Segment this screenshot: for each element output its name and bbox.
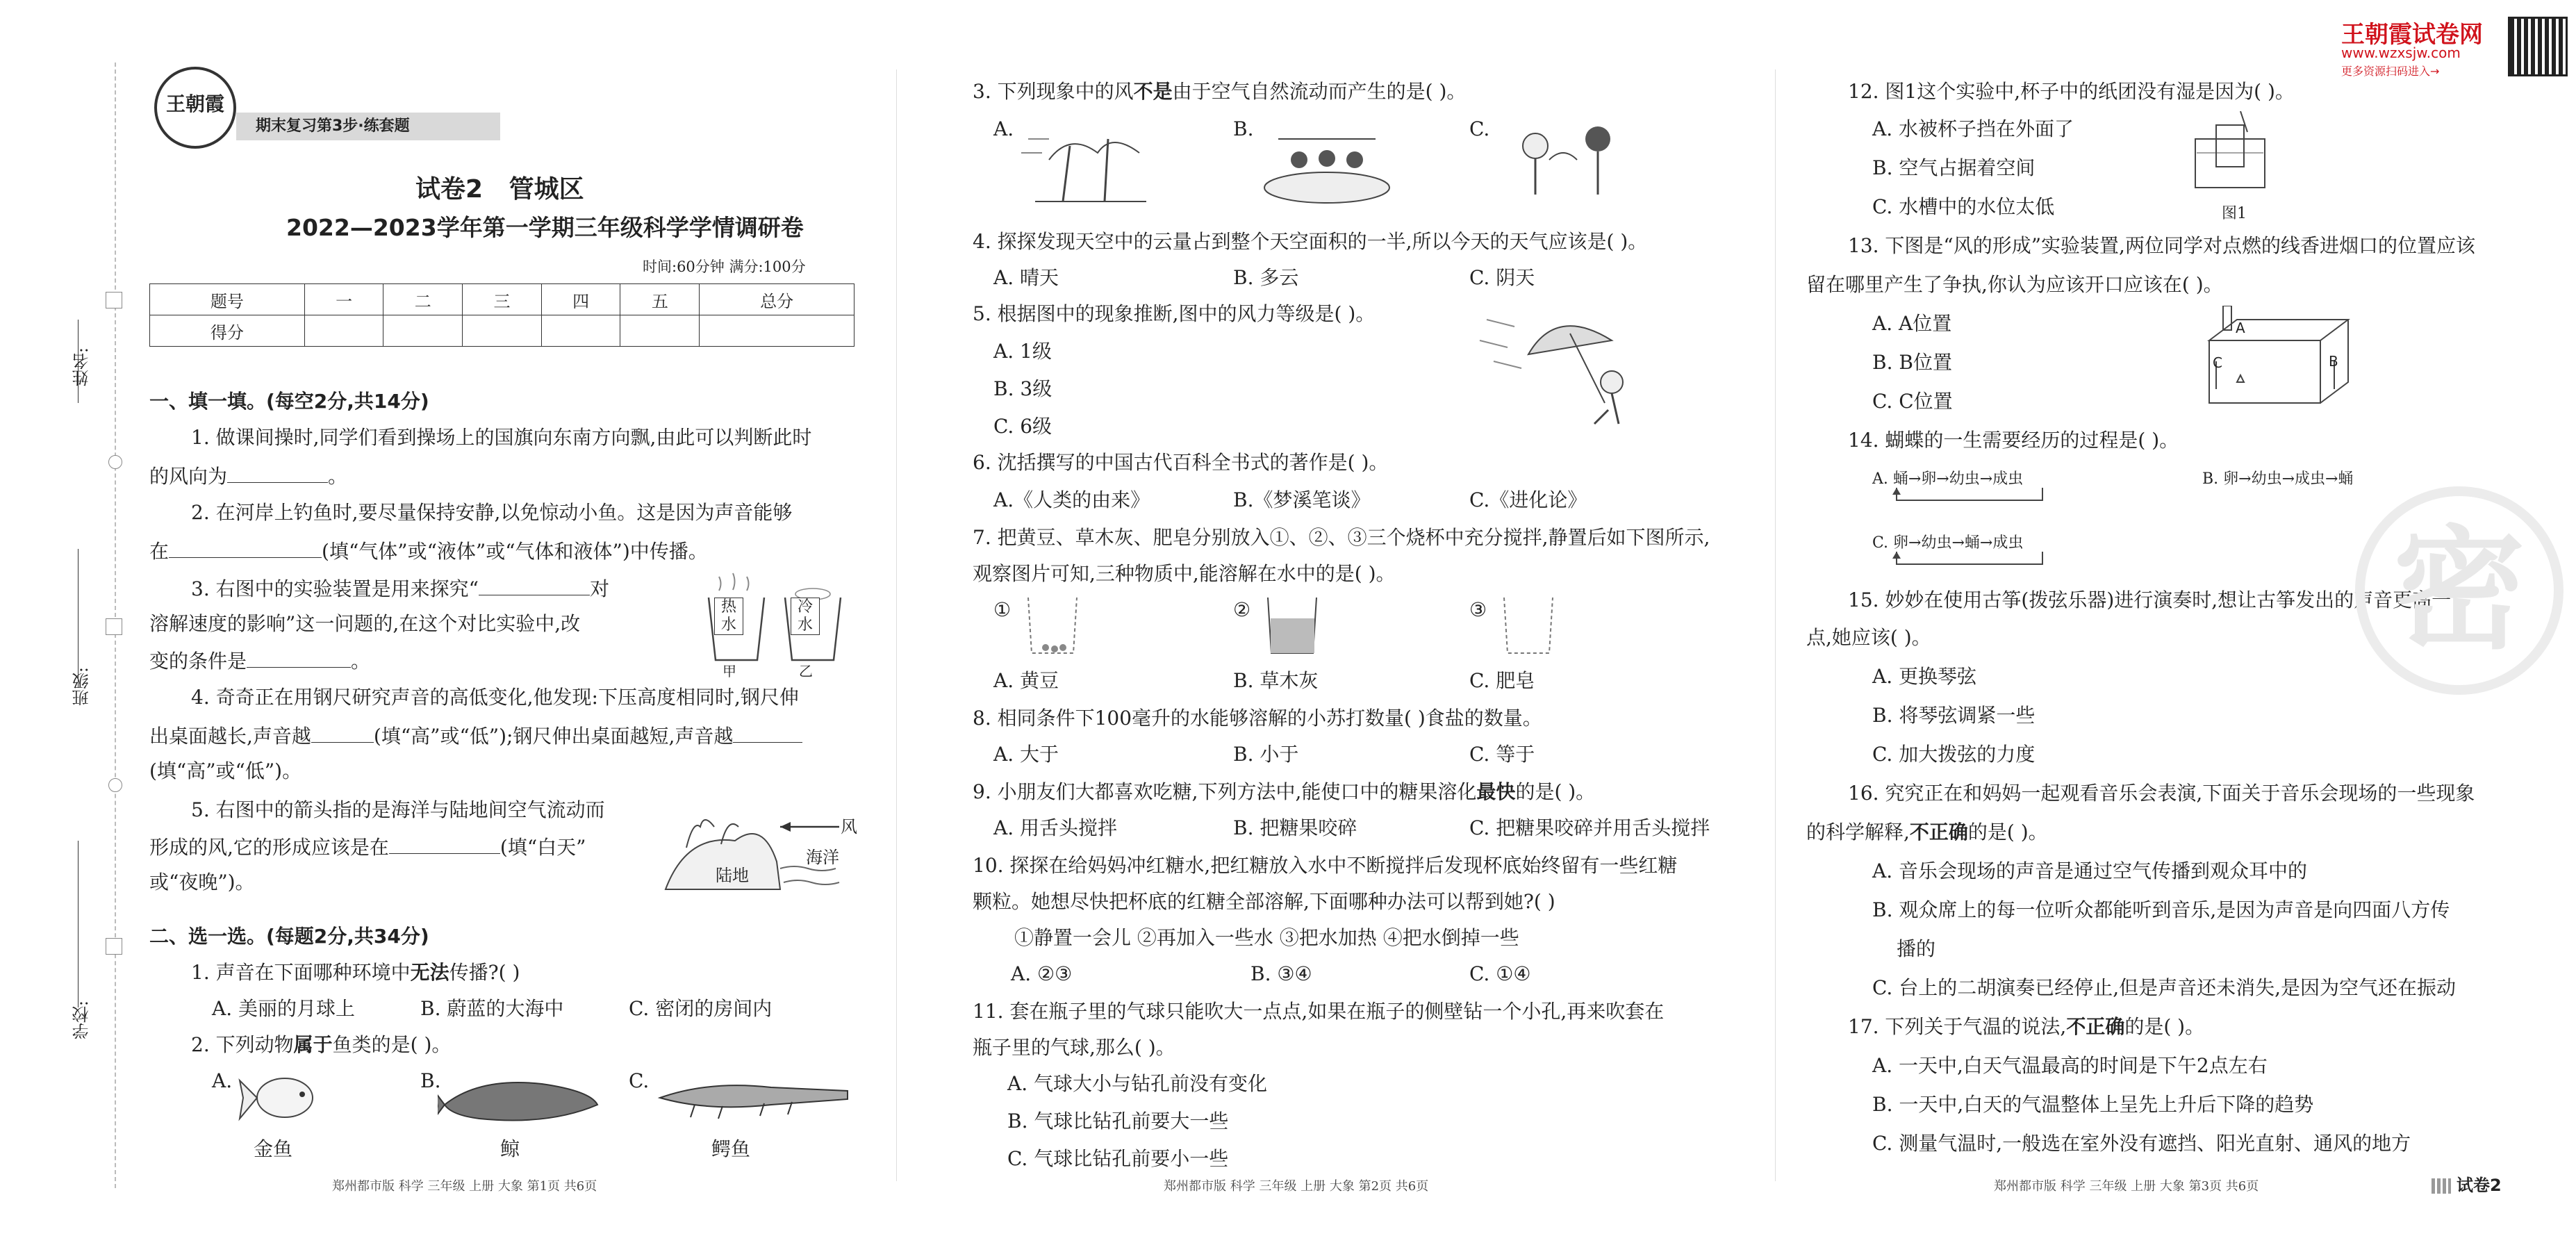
- score-input[interactable]: [383, 315, 463, 347]
- goldfish-illustration: [236, 1063, 333, 1133]
- qr-code-icon[interactable]: [2508, 17, 2568, 76]
- whale-illustration: [438, 1063, 604, 1133]
- s1-q3-pre: 3. 右图中的实验装置是用来探究“: [191, 577, 479, 600]
- beaker-soybeans-icon: [1021, 591, 1084, 660]
- time-score: 时间:60分钟 满分:100分: [643, 258, 806, 275]
- c3-q16-option-c[interactable]: C. 台上的二胡演奏已经停止,但是声音还未消失,是因为空气还在振动: [1872, 976, 2457, 999]
- stage-banner-text: 期末复习第3步·练套题: [256, 117, 410, 135]
- binding-mark-3: [106, 938, 122, 955]
- score-cell: 五: [620, 284, 700, 315]
- s2-q2: [191, 1031, 451, 1059]
- s1-q5-line1: 5. 右图中的箭头指的是海洋与陆地间空气流动而: [191, 798, 605, 821]
- s1-q4-blank1[interactable]: [311, 721, 374, 743]
- s1-q5-line2: [149, 832, 586, 862]
- column-divider-1: [896, 69, 897, 1181]
- c3-q17-post: 的是( )。: [2124, 1015, 2205, 1038]
- s2-q1-option-c[interactable]: C. 密闭的房间内: [629, 997, 773, 1020]
- s2-q2-bold: 属于: [293, 1033, 333, 1056]
- c3-q17-pre: 17. 下列关于气温的说法,: [1848, 1015, 2067, 1038]
- fanning-children-illustration: [1494, 118, 1633, 208]
- c2-q7-option-a[interactable]: A. 黄豆: [993, 669, 1059, 692]
- c2-q6-option-a[interactable]: A.《人类的由来》: [993, 488, 1150, 511]
- score-table-header-row: [150, 284, 854, 315]
- s1-q3c-post: 。: [351, 650, 371, 673]
- c2-q4-option-a[interactable]: A. 晴天: [993, 266, 1059, 289]
- c2-q7-option-b[interactable]: B. 草木灰: [1233, 669, 1319, 692]
- c2-q6: 6. 沈括撰写的中国古代百科全书式的著作是( )。: [973, 451, 1389, 474]
- c3-q16-pre: 的科学解释,: [1806, 821, 1910, 843]
- class-field[interactable]: [78, 549, 79, 688]
- c2-q6-option-b[interactable]: B.《梦溪笔谈》: [1233, 488, 1371, 511]
- c3-q15-line2: 点,她应该( )。: [1806, 626, 1931, 649]
- c3-q15-line1: 15. 妙妙在使用古筝(拨弦乐器)进行演奏时,想让古筝发出的声音更高一: [1848, 588, 2452, 611]
- umbrella-wind-illustration: [1473, 306, 1653, 431]
- name-field[interactable]: [78, 320, 79, 403]
- s2-q1-post: 传播?( ): [449, 961, 520, 984]
- c2-q11-option-a[interactable]: A. 气球大小与钻孔前没有变化: [1007, 1072, 1268, 1095]
- c2-q7-line1: 7. 把黄豆、草木灰、肥皂分别放入①、②、③三个烧杯中充分搅拌,静置后如下图所示,: [973, 526, 1710, 549]
- s1-q1-pre: 的风向为: [149, 465, 228, 488]
- map-land-label: 陆地: [716, 866, 749, 885]
- score-cell: 三: [463, 284, 542, 315]
- c3-q14-option-a[interactable]: A. 蛹→卵→幼虫→成虫: [1872, 470, 2024, 488]
- c2-q7-line2: 观察图片可知,三种物质中,能溶解在水中的是( )。: [973, 562, 1396, 585]
- c3-q16-option-a[interactable]: A. 音乐会现场的声音是通过空气传播到观众耳中的: [1872, 859, 2308, 882]
- exam-title: [415, 174, 584, 206]
- c2-q5-option-c[interactable]: C. 6级: [993, 415, 1052, 438]
- score-input[interactable]: [541, 315, 620, 347]
- c2-q10-line1: 10. 探探在给妈妈冲红糖水,把红糖放入水中不断搅拌后发现杯底始终留有一些红糖: [973, 854, 1678, 877]
- score-input[interactable]: [700, 315, 854, 347]
- binding-mark-1: [106, 292, 122, 308]
- s2-q2-option-b[interactable]: B.: [420, 1069, 441, 1092]
- c2-q9-option-b[interactable]: B. 把糖果咬碎: [1233, 816, 1357, 839]
- c3-q14: 14. 蝴蝶的一生需要经历的过程是( )。: [1848, 429, 2179, 452]
- c2-q3: [973, 78, 1466, 106]
- c2-q11-option-b[interactable]: B. 气球比钻孔前要大一些: [1007, 1110, 1229, 1133]
- score-input[interactable]: [304, 315, 383, 347]
- footer-tag-text: 试卷2: [2457, 1176, 2502, 1195]
- cup-hot-label: 热水: [714, 598, 743, 635]
- s1-q5-line3: 或“夜晚”)。: [149, 871, 255, 894]
- s1-q3-line2: 溶解速度的影响”这一问题的,在这个对比实验中,改: [149, 612, 581, 635]
- c2-q5: 5. 根据图中的现象推断,图中的风力等级是( )。: [973, 302, 1376, 325]
- s2-q2-post: 鱼类的是( )。: [332, 1033, 452, 1056]
- s1-q4-line2: [149, 721, 802, 750]
- c2-q4-option-c[interactable]: C. 阴天: [1469, 266, 1535, 289]
- s1-q1-blank[interactable]: [227, 461, 328, 483]
- c2-q10-items: ①静置一会儿 ②再加入一些水 ③把水加热 ④把水倒掉一些: [1014, 926, 1519, 949]
- c3-q16-bold: 不正确: [1909, 821, 1968, 843]
- score-cell: 一: [304, 284, 383, 315]
- s1-q3-blank1[interactable]: [479, 574, 590, 595]
- s1-q1-post: 。: [328, 465, 348, 488]
- beaker-ash-icon: [1261, 591, 1323, 660]
- c2-q11-line1: 11. 套在瓶子里的气球只能吹大一点点,如果在瓶子的侧壁钻一个小孔,再来吹套在: [973, 1000, 1665, 1023]
- s2-q2-option-c[interactable]: C.: [629, 1069, 650, 1092]
- s1-q5-blank[interactable]: [389, 832, 500, 854]
- exam-subtitle: 2022—2023学年第一学期三年级科学学情调研卷: [286, 214, 804, 241]
- map-sea-label: 海洋: [806, 848, 839, 867]
- s1-q1-line1: 1. 做课间操时,同学们看到操场上的国旗向东南方向飘,由此可以判断此时: [191, 426, 812, 449]
- cycle-arrow-c: [1890, 550, 2056, 571]
- c2-q7-beaker-2-mark: ②: [1233, 598, 1251, 621]
- c2-q9-pre: 9. 小朋友们大都喜欢吃糖,下列方法中,能使口中的糖果溶化: [973, 780, 1477, 803]
- s2-q2-caption-c: 鳄鱼: [711, 1137, 751, 1160]
- s1-q1-line2: [149, 461, 347, 491]
- s1-q2-post: (填“气体”或“液体”或“气体和液体”)中传播。: [322, 540, 708, 563]
- s2-q1-pre: 1. 声音在下面哪种环境中: [191, 961, 411, 984]
- name-label: 姓名:: [72, 347, 92, 387]
- c2-q5-option-a[interactable]: A. 1级: [993, 340, 1052, 363]
- c3-q16-post: 的是( )。: [1967, 821, 2048, 843]
- score-input[interactable]: [620, 315, 700, 347]
- footer-page-3: 郑州都市版 科学 三年级 上册 大象 第3页 共6页: [1994, 1179, 2259, 1194]
- c3-q14-option-b[interactable]: B. 卵→幼虫→成虫→蛹: [2202, 470, 2354, 488]
- c3-q15-option-a[interactable]: A. 更换琴弦: [1872, 665, 1977, 688]
- s1-q4-line1: 4. 奇奇正在用钢尺研究声音的高低变化,他发现:下压高度相同时,钢尺伸: [191, 686, 799, 709]
- c2-q6-option-c[interactable]: C.《进化论》: [1469, 488, 1587, 511]
- site-scan-hint: 更多资源扫码进入→: [2341, 65, 2440, 78]
- c2-q8-option-b[interactable]: B. 小于: [1233, 743, 1299, 766]
- site-brand: 王朝霞试卷网: [2341, 21, 2483, 49]
- binding-mark-2: [106, 618, 122, 635]
- s2-q2-pre: 2. 下列动物: [191, 1033, 294, 1056]
- s1-q4-mid: (填“高”或“低”);钢尺伸出桌面越短,声音越: [373, 725, 734, 748]
- exam-number: 试卷2: [415, 175, 484, 204]
- c2-q11-option-c[interactable]: C. 气球比钻孔前要小一些: [1007, 1147, 1229, 1170]
- section1-title: 一、填一填。(每空2分,共14分): [149, 390, 429, 413]
- s1-q2-blank[interactable]: [169, 536, 322, 558]
- s2-q1-bold: 无法: [410, 961, 449, 984]
- c3-q13-line2: 留在哪里产生了争执,你认为应该开口应该在( )。: [1806, 273, 2223, 296]
- c2-q4: 4. 探探发现天空中的云量占到整个天空面积的一半,所以今天的天气应该是( )。: [973, 230, 1648, 253]
- c3-q15-option-c[interactable]: C. 加大拨弦的力度: [1872, 743, 2036, 766]
- confidential-stamp-text: 密: [2393, 512, 2525, 667]
- c3-q17: [1848, 1013, 2204, 1041]
- class-label: 班级:: [72, 667, 92, 707]
- s1-q3-line3: [149, 646, 370, 675]
- c3-q12-option-b[interactable]: B. 空气占据着空间: [1872, 156, 2036, 179]
- c3-q13-option-c[interactable]: C. C位置: [1872, 390, 1953, 413]
- c2-q7-beaker-1-mark: ①: [993, 598, 1012, 621]
- c3-q15-option-b[interactable]: B. 将琴弦调紧一些: [1872, 704, 2036, 727]
- cup-b-label: 乙: [799, 663, 813, 680]
- exam-district: 管城区: [509, 175, 584, 204]
- map-wind-label: 风: [841, 817, 857, 837]
- apparatus-label-a: A: [2236, 320, 2245, 336]
- s1-q3-post: 对: [589, 577, 609, 600]
- trees-wind-illustration: [1021, 118, 1160, 208]
- c2-q4-option-b[interactable]: B. 多云: [1233, 266, 1299, 289]
- c3-q16-option-b-cont: 播的: [1897, 937, 1936, 960]
- c3-q14-option-c[interactable]: C. 卵→幼虫→蛹→成虫: [1872, 534, 2024, 552]
- s1-q2-line1: 2. 在河岸上钓鱼时,要尽量保持安静,以免惊动小鱼。这是因为声音能够: [191, 501, 793, 524]
- fan-room-illustration: [1257, 118, 1396, 208]
- s1-q2-pre: 在: [149, 540, 170, 563]
- apparatus-label-b: B: [2329, 353, 2338, 370]
- c2-q10-option-a[interactable]: A. ②③: [1011, 962, 1073, 985]
- score-cell: 二: [383, 284, 463, 315]
- school-field[interactable]: [78, 841, 79, 1007]
- c3-q13-option-b[interactable]: B. B位置: [1872, 351, 1952, 374]
- c2-q3-pre: 3. 下列现象中的风: [973, 80, 1134, 103]
- c3-q16-line2: [1806, 818, 2048, 846]
- score-input[interactable]: [463, 315, 542, 347]
- figure1-caption: 图1: [2222, 205, 2247, 222]
- c3-q12: 12. 图1这个实验中,杯子中的纸团没有湿是因为( )。: [1848, 80, 2295, 103]
- s1-q3-blank2[interactable]: [247, 646, 351, 668]
- s2-q2-option-a[interactable]: A.: [212, 1069, 233, 1092]
- footer-exam-tag: [2431, 1171, 2502, 1196]
- cycle-arrow-a: [1890, 486, 2056, 507]
- site-url[interactable]: www.wzxsjw.com: [2341, 44, 2461, 61]
- binding-hole-2: [108, 778, 122, 792]
- s2-q1-option-a[interactable]: A. 美丽的月球上: [212, 997, 356, 1020]
- c2-q10-option-c[interactable]: C. ①④: [1469, 962, 1531, 985]
- c3-q13-option-a[interactable]: A. A位置: [1872, 312, 1952, 335]
- score-table: [149, 283, 854, 347]
- c3-q17-option-a[interactable]: A. 一天中,白天气温最高的时间是下午2点左右: [1872, 1054, 2268, 1077]
- c3-q12-option-a[interactable]: A. 水被杯子挡在外面了: [1872, 117, 2074, 140]
- c2-q3-option-c[interactable]: C.: [1469, 117, 1490, 140]
- score-row-label: 得分: [150, 315, 305, 347]
- c3-q12-option-c[interactable]: C. 水槽中的水位太低: [1872, 195, 2055, 218]
- c2-q7-option-c[interactable]: C. 肥皂: [1469, 669, 1535, 692]
- s1-q2-line2: [149, 536, 708, 566]
- section2-title: 二、选一选。(每题2分,共34分): [149, 925, 429, 948]
- brand-logo: [154, 67, 236, 149]
- c2-q11-line2: 瓶子里的气球,那么( )。: [973, 1036, 1175, 1059]
- s1-q5-pre: 形成的风,它的形成应该是在: [149, 836, 389, 859]
- stage-banner: [236, 113, 500, 140]
- c2-q5-option-b[interactable]: B. 3级: [993, 377, 1052, 400]
- c2-q10-option-b[interactable]: B. ③④: [1250, 962, 1312, 985]
- s1-q3c-pre: 变的条件是: [149, 650, 247, 673]
- score-cell: 总分: [700, 284, 854, 315]
- cup-a-label: 甲: [723, 663, 736, 680]
- brand-logo-text: 王朝霞: [165, 92, 224, 115]
- c2-q3-bold: 不是: [1133, 80, 1173, 103]
- c2-q9-option-a[interactable]: A. 用舌头搅拌: [993, 816, 1118, 839]
- c3-q17-option-b[interactable]: B. 一天中,白天的气温整体上呈先上升后下降的趋势: [1872, 1093, 2314, 1116]
- c2-q9-option-c[interactable]: C. 把糖果咬碎并用舌头搅拌: [1469, 816, 1710, 839]
- c2-q9-post: 的是( )。: [1515, 780, 1596, 803]
- footer-page-1: 郑州都市版 科学 三年级 上册 大象 第1页 共6页: [332, 1179, 597, 1194]
- c2-q9-bold: 最快: [1476, 780, 1516, 803]
- apparatus-label-c: C: [2213, 354, 2222, 371]
- s2-q1: [191, 959, 520, 987]
- footer-bar-icon: [2431, 1178, 2451, 1194]
- c2-q8-option-a[interactable]: A. 大于: [993, 743, 1059, 766]
- confidential-stamp: [2355, 486, 2563, 695]
- c3-q16-line1: 16. 究究正在和妈妈一起观看音乐会表演,下面关于音乐会现场的一些现象: [1848, 782, 2475, 805]
- s1-q4-pre: 出桌面越长,声音越: [149, 725, 311, 748]
- c3-q17-bold: 不正确: [2066, 1015, 2125, 1038]
- crocodile-illustration: [653, 1063, 854, 1126]
- c2-q8-option-c[interactable]: C. 等于: [1469, 743, 1535, 766]
- s1-q3-line1: [191, 574, 609, 603]
- s1-q4-line3: (填“高”或“低”)。: [149, 759, 302, 782]
- water-tank-cup-illustration: [2188, 111, 2272, 195]
- s2-q2-caption-b: 鲸: [500, 1137, 520, 1160]
- c2-q3-option-b[interactable]: B.: [1233, 117, 1254, 140]
- c2-q3-post: 由于空气自然流动而产生的是( )。: [1172, 80, 1467, 103]
- s2-q2-caption-a: 金鱼: [254, 1137, 293, 1160]
- cup-cold-label: 冷水: [791, 598, 820, 635]
- binding-hole-1: [108, 455, 122, 469]
- beaker-soap-icon: [1497, 591, 1560, 660]
- column-divider-2: [1775, 69, 1776, 1181]
- c3-q13-line1: 13. 下图是“风的形成”实验装置,两位同学对点燃的线香进烟口的位置应该: [1848, 234, 2475, 257]
- c2-q9: [973, 778, 1595, 806]
- school-label: 学校:: [72, 1001, 92, 1040]
- c2-q7-beaker-3-mark: ③: [1469, 598, 1487, 621]
- c3-q17-option-c[interactable]: C. 测量气温时,一般选在室外没有遮挡、阳光直射、通风的地方: [1872, 1132, 2411, 1155]
- footer-page-2: 郑州都市版 科学 三年级 上册 大象 第2页 共6页: [1164, 1179, 1429, 1194]
- s1-q5-post: (填“白天”: [499, 836, 586, 859]
- c2-q10-line2: 颗粒。她想尽快把杯底的红糖全部溶解,下面哪种办法可以帮到她?( ): [973, 890, 1555, 913]
- c2-q3-option-a[interactable]: A.: [993, 117, 1014, 140]
- c3-q16-option-b[interactable]: B. 观众席上的每一位听众都能听到音乐,是因为声音是向四面八方传: [1872, 898, 2450, 921]
- s2-q1-option-b[interactable]: B. 蔚蓝的大海中: [420, 997, 564, 1020]
- s1-q4-blank2[interactable]: [733, 721, 802, 743]
- score-table-row: [150, 315, 854, 347]
- score-cell: 四: [541, 284, 620, 315]
- score-cell: 题号: [150, 284, 305, 315]
- c2-q8: 8. 相同条件下100毫升的水能够溶解的小苏打数量( )食盐的数量。: [973, 707, 1542, 730]
